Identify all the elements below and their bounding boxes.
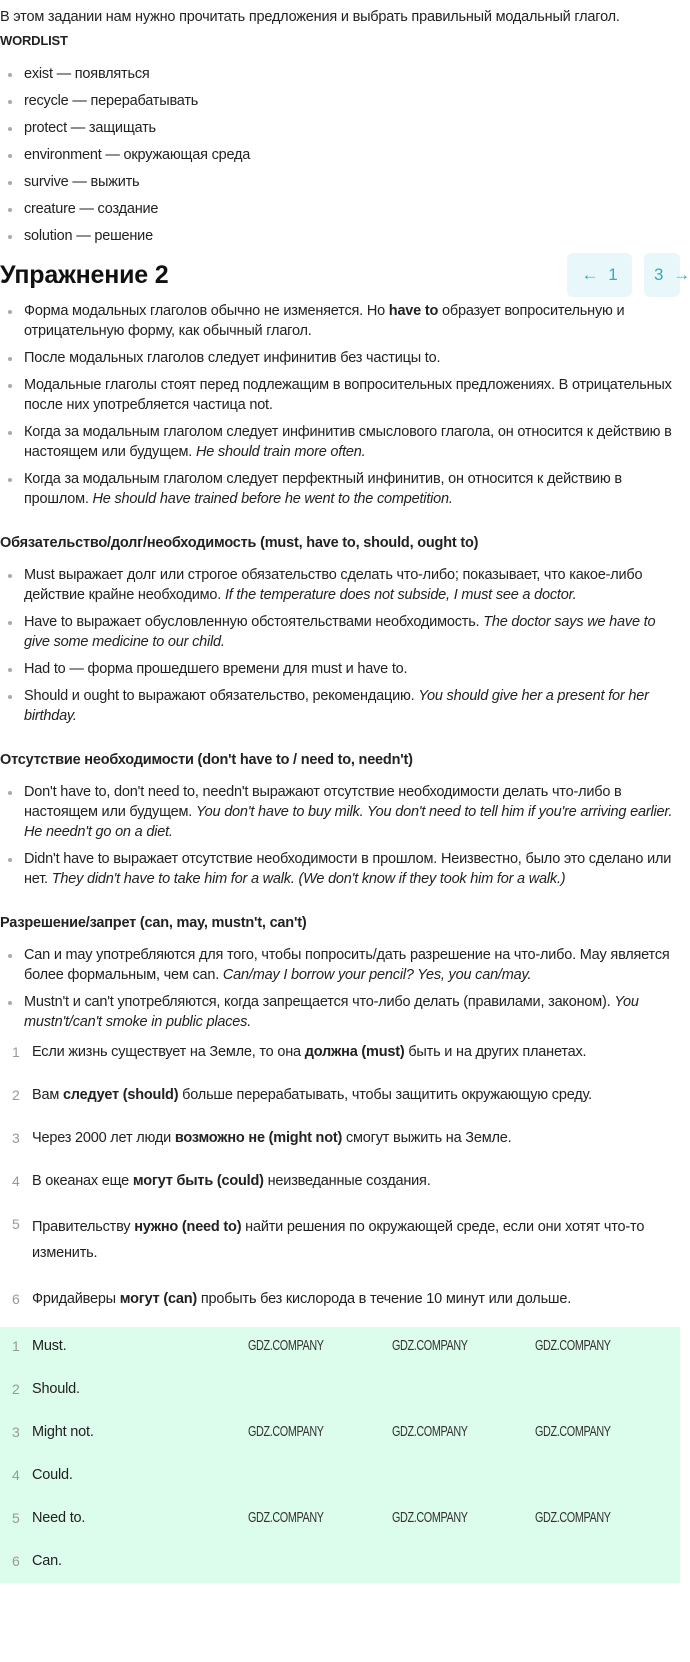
bold-text: могут быть (could) <box>132 1173 264 1189</box>
answer: Should. <box>32 1381 80 1397</box>
sentence-number: 5 <box>12 1216 20 1232</box>
next-exercise-label: 3 <box>654 265 664 284</box>
answer: Must. <box>32 1338 67 1354</box>
list-item: solution — решение <box>0 226 680 246</box>
list-item: exist — появляться <box>0 64 680 84</box>
list-item: protect — защищать <box>0 118 680 138</box>
example-text: He should train more often. <box>195 444 366 460</box>
arrow-left-icon: ← <box>581 265 599 284</box>
text: Правительству <box>32 1219 135 1235</box>
text: найти решения по окружающей среде, если они хотят что-то изменить. <box>32 1219 645 1261</box>
rules-list <box>0 301 680 509</box>
answer: Might not. <box>32 1424 94 1440</box>
list-item: recycle — перерабатывать <box>0 91 680 111</box>
sentence-row <box>0 1214 680 1266</box>
text: образует вопросительную и отрицательную форму, как обычный глагол. <box>24 303 625 339</box>
bold-text: возможно не (might not) <box>174 1130 343 1146</box>
answer: Could. <box>32 1467 73 1483</box>
example-text: If the temperature does not subside, I must see a doctor. <box>224 587 577 603</box>
wordlist-title: WORDLIST <box>0 33 68 48</box>
watermark: GDZ.COMPANY <box>248 1423 324 1440</box>
sentence <box>32 1085 592 1105</box>
sentence-row <box>0 1289 680 1309</box>
rule-item <box>0 375 680 415</box>
sentence-row <box>0 1128 680 1148</box>
bold-text: нужно (need to) <box>134 1219 242 1235</box>
sentence-number: 1 <box>12 1044 20 1060</box>
text: Had to — форма прошедшего времени для must и have to. <box>24 661 408 677</box>
answer-row <box>0 1422 680 1442</box>
section-list <box>0 945 680 1032</box>
answer-number: 4 <box>12 1467 20 1483</box>
rule-item <box>0 686 680 726</box>
answer-number: 1 <box>12 1338 20 1354</box>
watermark: GDZ.COMPANY <box>392 1337 468 1354</box>
text: Когда за модальным глаголом следует перфектный инфинитив, он относится к действию в прошлом. <box>24 471 622 507</box>
sentence <box>32 1289 571 1309</box>
rule-item <box>0 565 680 605</box>
text: Didn't have to выражает отсутствие необходимости в прошлом. Неизвестно, было это сделано или нет. <box>24 851 672 887</box>
example-text: You mustn't/can't smoke in public places. <box>24 994 639 1030</box>
sentence <box>32 1128 511 1148</box>
watermark: GDZ.COMPANY <box>535 1337 611 1354</box>
intro-text: В этом задании нам нужно прочитать предложения и выбрать правильный модальный глагол. <box>0 9 620 25</box>
next-exercise-button[interactable] <box>644 253 690 297</box>
text: Если жизнь существует на Земле, то она <box>32 1044 305 1060</box>
list-item: survive — выжить <box>0 172 680 192</box>
rule-item <box>0 849 680 889</box>
watermark: GDZ.COMPANY <box>248 1337 324 1354</box>
answer-row <box>0 1551 680 1571</box>
watermark: GDZ.COMPANY <box>392 1509 468 1526</box>
list-item: creature — создание <box>0 199 680 219</box>
answer-row <box>0 1508 680 1528</box>
text: Must выражает долг или строгое обязательство сделать что-либо; показывает, что какое-либо действие крайне необходимо. <box>24 567 643 603</box>
sentence-number: 2 <box>12 1087 20 1103</box>
text: Вам <box>32 1087 63 1103</box>
sentence-row <box>0 1171 680 1191</box>
rule-item <box>0 301 680 341</box>
text: Can и may употребляются для того, чтобы попросить/дать разрешение на что-либо. May является более формальным, чем can. <box>24 947 670 983</box>
sentence-row <box>0 1085 680 1105</box>
text: Фридайверы <box>32 1291 120 1307</box>
watermark: GDZ.COMPANY <box>535 1509 611 1526</box>
text: быть и на других планетах. <box>404 1044 587 1060</box>
sentence-row <box>0 1042 680 1062</box>
text: Have to выражает обусловленную обстоятельствами необходимость. <box>24 614 484 630</box>
section-list <box>0 782 680 889</box>
example-text: You should give her a present for her birthday. <box>24 688 649 724</box>
text: Через 2000 лет люди <box>32 1130 175 1146</box>
section-heading: Обязательство/долг/необходимость (must, have to, should, ought to) <box>0 535 479 551</box>
answer-row <box>0 1465 680 1485</box>
text: После модальных глаголов следует инфинитив без частицы to. <box>24 350 441 366</box>
page-title: Упражнение 2 <box>0 260 169 289</box>
watermark: GDZ.COMPANY <box>248 1509 324 1526</box>
prev-exercise-label: 1 <box>608 265 618 284</box>
text: больше перерабатывать, чтобы защитить окружающую среду. <box>178 1087 592 1103</box>
text: Когда за модальным глаголом следует инфинитив смыслового глагола, он относится к действию в настоящем или будущем. <box>24 424 672 460</box>
text: Should и ought to выражают обязательство, рекомендацию. <box>24 688 419 704</box>
answer: Can. <box>32 1553 62 1569</box>
text: неизведанные создания. <box>263 1173 431 1189</box>
rule-item <box>0 659 680 679</box>
answer-number: 6 <box>12 1553 20 1569</box>
sentence-number: 6 <box>12 1291 20 1307</box>
bold-text: have to <box>388 303 439 319</box>
section-heading: Отсутствие необходимости (don't have to / need to, needn't) <box>0 752 413 768</box>
text: Don't have to, don't need to, needn't выражают отсутствие необходимости делать что-либо в настоящем или будущем. <box>24 784 622 820</box>
answer-number: 3 <box>12 1424 20 1440</box>
rule-item <box>0 612 680 652</box>
watermark: GDZ.COMPANY <box>535 1423 611 1440</box>
rule-item <box>0 782 680 842</box>
answer-row <box>0 1336 680 1356</box>
sentence <box>32 1171 431 1191</box>
answers-panel <box>0 1327 680 1583</box>
rule-item <box>0 945 680 985</box>
sentence-number: 4 <box>12 1173 20 1189</box>
rule-item <box>0 422 680 462</box>
text: В океанах еще <box>32 1173 133 1189</box>
rule-item <box>0 348 680 368</box>
text: смогут выжить на Земле. <box>342 1130 512 1146</box>
text: Модальные глаголы стоят перед подлежащим в вопросительных предложениях. В отрицательных после них употребляется частица not. <box>24 377 672 413</box>
wordlist <box>0 64 680 246</box>
example-text: Can/may I borrow your pencil? Yes, you can/may. <box>222 967 532 983</box>
example-text: The doctor says we have to give some medicine to our child. <box>24 614 656 650</box>
sentence-number: 3 <box>12 1130 20 1146</box>
bold-text: должна (must) <box>304 1044 405 1060</box>
list-item: environment — окружающая среда <box>0 145 680 165</box>
watermark: GDZ.COMPANY <box>392 1423 468 1440</box>
answer: Need to. <box>32 1510 86 1526</box>
answer-row <box>0 1379 680 1399</box>
sentences-list <box>0 1042 680 1309</box>
answer-number: 5 <box>12 1510 20 1526</box>
exercise-header <box>0 253 690 297</box>
rule-item <box>0 992 680 1032</box>
text: пробыть без кислорода в течение 10 минут или дольше. <box>196 1291 572 1307</box>
example-text: They didn't have to take him for a walk. (We don't know if they took him for a walk.) <box>51 871 566 887</box>
prev-exercise-button[interactable] <box>567 253 632 297</box>
bold-text: следует (should) <box>62 1087 179 1103</box>
rule-item <box>0 469 680 509</box>
text: Форма модальных глаголов обычно не изменяется. Но <box>24 303 389 319</box>
sentence <box>32 1214 676 1266</box>
example-text: You don't have to buy milk. You don't need to tell him if you're arriving earlier. He needn't go on a diet. <box>24 804 673 840</box>
text: Mustn't и can't употребляются, когда запрещается что-либо делать (правилами, законом). <box>24 994 615 1010</box>
bold-text: могут (can) <box>119 1291 197 1307</box>
example-text: He should have trained before he went to the competition. <box>92 491 453 507</box>
sentence <box>32 1042 586 1062</box>
arrow-right-icon: → <box>673 265 690 284</box>
section-list <box>0 565 680 726</box>
answer-number: 2 <box>12 1381 20 1397</box>
section-heading: Разрешение/запрет (can, may, mustn't, can't) <box>0 915 307 931</box>
